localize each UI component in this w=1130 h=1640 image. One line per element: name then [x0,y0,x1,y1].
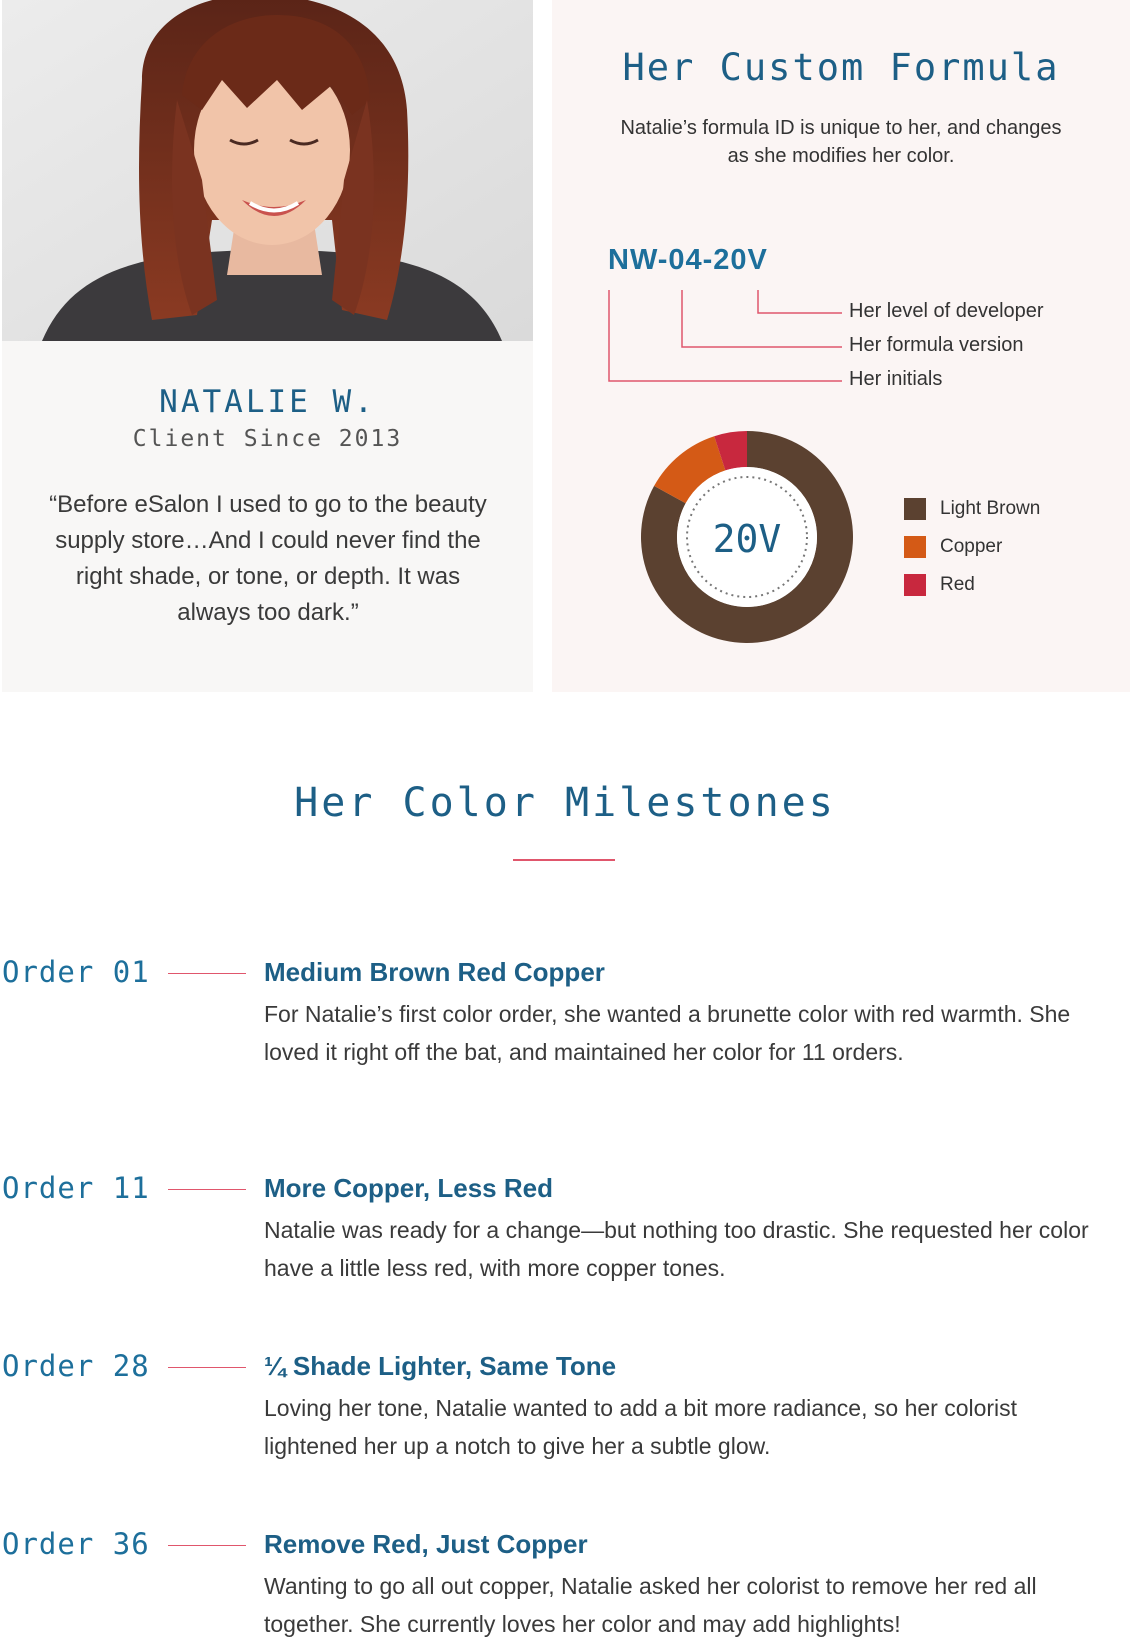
client-name: NATALIE W. [159,384,376,420]
legend-label: Copper [940,536,1003,557]
legend-label: Light Brown [940,498,1041,519]
milestone-title: Medium Brown Red Copper [264,957,605,987]
milestone-title: ¼ Shade Lighter, Same Tone [264,1351,617,1381]
milestone-order: Order 11 [2,1171,150,1205]
milestone-connector [168,1189,246,1190]
milestone-order: Order 01 [2,955,150,989]
milestone-description: For Natalie’s first color order, she wanted a brunette color with red warmth. She loved it right off the bat, and maintained her color for 11 orders. [264,1001,1071,1065]
milestone-description: Natalie was ready for a change—but nothing too drastic. She requested her color have a little less red, with more copper tones. [264,1217,1089,1281]
formula-title: Her Custom Formula [622,46,1060,89]
legend-label: Red [940,574,975,595]
formula-donut-chart [0,0,1130,692]
milestone-connector [168,1367,246,1368]
formula-id: NW-04-20V [608,244,768,276]
milestone-order: Order 36 [2,1527,150,1561]
title-divider [513,859,615,861]
formula-description: Natalie’s formula ID is unique to her, and changes as she modifies her color. [620,117,1062,167]
milestone-connector [168,973,246,974]
milestone-title: More Copper, Less Red [264,1173,553,1203]
milestone-description: Wanting to go all out copper, Natalie asked her colorist to remove her red all together. She currently loves her color and may add highlights! [264,1573,1037,1637]
milestones-title: Her Color Milestones [294,780,836,826]
client-quote: “Before eSalon I used to go to the beauty supply store…And I could never find the right shade, or tone, or depth. It was always too dark.” [49,491,487,626]
milestone-order: Order 28 [2,1349,150,1383]
milestone-description: Loving her tone, Natalie wanted to add a bit more radiance, so her colorist lightened her up a notch to give her a subtle glow. [264,1395,1018,1459]
milestone-title: Remove Red, Just Copper [264,1529,588,1559]
client-since: Client Since 2013 [132,426,403,452]
formula-part-label-developer: Her level of developer [849,300,1044,322]
milestone-connector [168,1545,246,1546]
formula-part-label-initials: Her initials [849,368,943,390]
formula-part-label-version: Her formula version [849,334,1024,356]
donut-center-label: 20V [712,517,782,561]
